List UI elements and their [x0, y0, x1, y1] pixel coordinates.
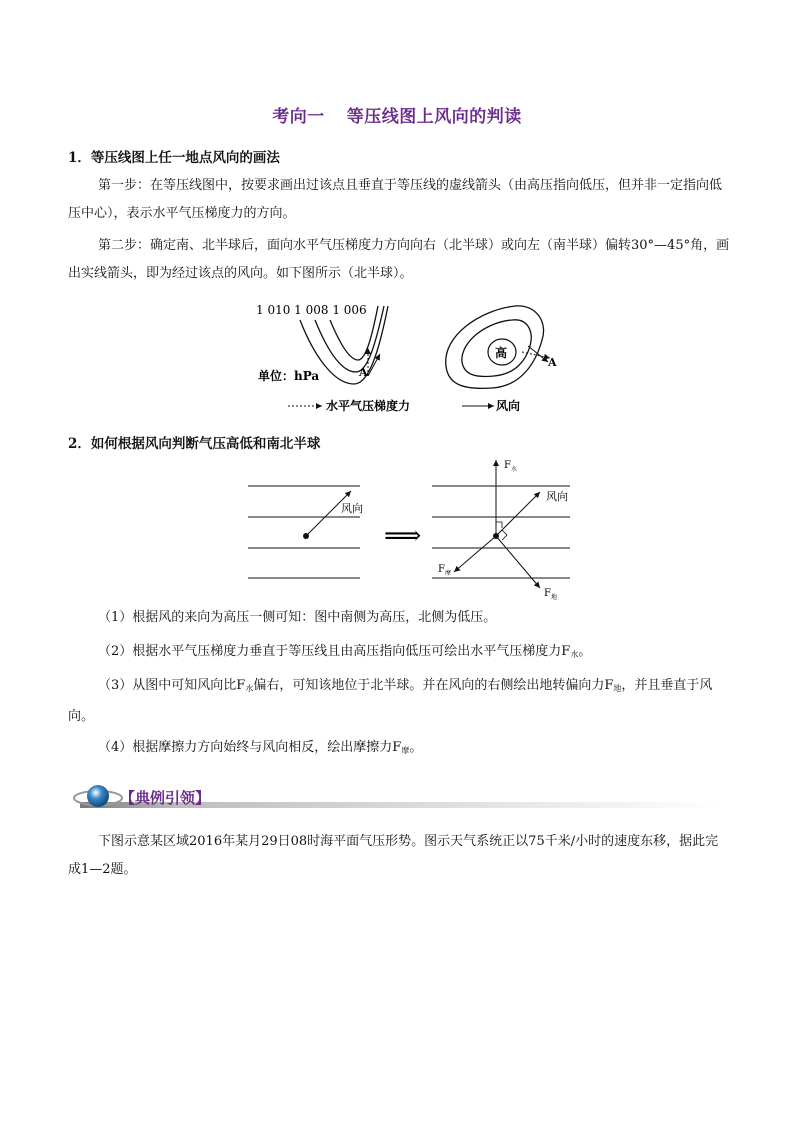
implies-arrow: ⟹ — [384, 521, 422, 551]
friction-force-arrow — [454, 536, 496, 572]
right-wind-arrow — [496, 492, 540, 536]
point-a-label: A — [359, 366, 368, 379]
unit-label: 单位：hPa — [258, 369, 320, 383]
legend-solid-label: 风向 — [496, 399, 521, 413]
coriolis-force-arrow — [496, 536, 540, 588]
section2-item4: （4）根据摩擦力方向始终与风向相反，绘出摩擦力$F_摩$。 — [98, 740, 423, 755]
right-angle-mark-1 — [496, 522, 502, 528]
example-text: 下图示意某区域2016年某月29日08时海平面气压形势。图示天气系统正以75千米/小时的速度东移，据此完成1—2题。 — [68, 834, 719, 877]
section2-item1: （1）根据风的来向为高压一侧可知：图中南侧为高压，北侧为低压。 — [98, 610, 497, 625]
section2-item3: （3）从图中可知风向比$F_水$偏右，可知该地位于北半球。并在风向的右侧绘出地转偏向力$F_地$，并且垂直于风向。 — [68, 678, 713, 724]
right-angle-mark-2 — [502, 530, 507, 540]
isobar-wind-figure — [230, 296, 570, 420]
section1-step2: 第二步：确定南、北半球后，面向水平气压梯度力方向向右（北半球）或向左（南半球）偏转30°—45°角，画出实线箭头，即为经过该点的风向。如下图所示（北半球）。 — [68, 238, 730, 281]
section2-heading: 2．如何根据风向判断气压高低和南北半球 — [68, 436, 321, 452]
right-wind-label: 风向 — [546, 490, 568, 503]
f-mo-label: $F_摩$ — [438, 564, 451, 577]
force-analysis-figure — [248, 456, 588, 606]
left-wind-label: 风向 — [341, 502, 363, 515]
page-title: 考向一 等压线图上风向的判读 — [272, 107, 522, 127]
high-label: 高 — [495, 346, 508, 360]
example-banner-label: 【典例引领】 — [120, 789, 211, 807]
globe-icon — [87, 785, 109, 807]
high-point-a-label: A — [548, 356, 557, 369]
section1-heading: 1．等压线图上任一地点风向的画法 — [68, 150, 280, 166]
section1-step1: 第一步：在等压线图中，按要求画出过该点且垂直于等压线的虚线箭头（由高压指向低压，但并非一定指向低压中心），表示水平气压梯度力的方向。 — [68, 178, 723, 221]
f-di-label: $F_地$ — [544, 588, 557, 601]
section2-item2: （2）根据水平气压梯度力垂直于等压线且由高压指向低压可绘出水平气压梯度力$F_水$。 — [98, 644, 592, 659]
f-shui-label: $F_水$ — [504, 460, 517, 473]
isobar-labels: 1 010 1 008 1 006 — [256, 303, 367, 317]
legend-dashed-label: 水平气压梯度力 — [326, 399, 411, 413]
